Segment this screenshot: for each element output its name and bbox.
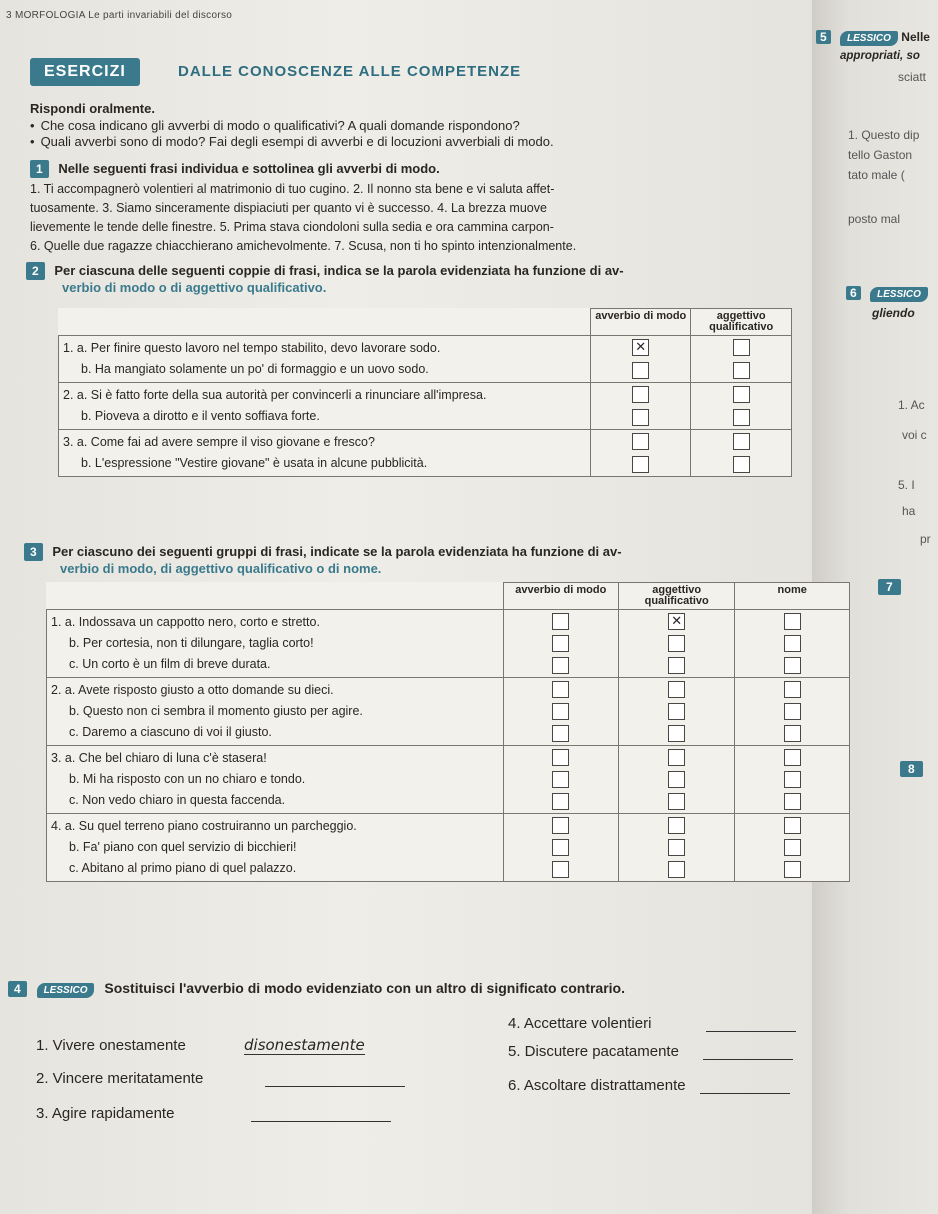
ex3-checkbox-3b-noun[interactable] [784,771,801,788]
ex3-checkbox-3b-adjective[interactable] [668,771,685,788]
ex2-checkbox-1b-adjective[interactable] [733,362,750,379]
ex1-header [30,160,440,178]
ex3-checkbox-4b-adjective[interactable] [668,839,685,856]
ex3-row-4b: b. Fa' piano con quel servizio di bicchieri! [69,840,297,854]
right-ex6-number: 6 [846,286,861,300]
ex2-checkbox-2b-adjective[interactable] [733,409,750,426]
ex2-row-1 [59,336,591,383]
ex2-checkbox-1a-adverb[interactable]: ✕ [632,339,649,356]
oral-bullet-2: • Quali avverbi sono di modo? Fai degli esempi di avverbi e di locuzioni avverbiali di modo. [30,134,554,150]
ex3-checkbox-1a-adjective[interactable]: ✕ [668,613,685,630]
ex2-row-3 [59,430,591,477]
ex3-checkbox-2a-adverb[interactable] [552,681,569,698]
ex3-checkbox-3a-adjective[interactable] [668,749,685,766]
ex2-header [26,262,624,280]
ex3-group-4 [47,814,504,882]
ex3-checkbox-4c-adverb[interactable] [552,861,569,878]
ex3-instruction-2: verbio di modo, di aggettivo qualificativo o di nome. [60,561,382,576]
ex3-instruction: Per ciascuno dei seguenti gruppi di frasi, indicate se la parola evidenziata ha funzione di av- [52,544,622,559]
ex4-item-6-label: 6. Ascoltare distrattamente [508,1077,686,1094]
ex3-checkbox-2c-adjective[interactable] [668,725,685,742]
right-ex8-header [900,760,929,778]
right-line6-3: 5. I [898,478,915,492]
right-ex7-header [878,578,907,596]
ex3-row-3a: 3. a. Che bel chiaro di luna c'è stasera! [51,751,267,765]
ex3-checkbox-1a-noun[interactable] [784,613,801,630]
ex3-checkbox-3c-noun[interactable] [784,793,801,810]
ex4-item-2-label: 2. Vincere meritatamente [36,1070,204,1087]
ex3-checkbox-2b-adjective[interactable] [668,703,685,720]
ex2-row-3b: b. L'espressione "Vestire giovane" è usata in alcune pubblicità. [81,456,428,470]
ex3-row-1a: 1. a. Indossava un cappotto nero, corto e stretto. [51,615,320,629]
ex3-group-2 [47,678,504,746]
ex2-instruction-2: verbio di modo o di aggettivo qualificativo. [62,280,327,295]
ex2-row-2a: 2. a. Si è fatto forte della sua autorità per convincerli a rinunciare all'impresa. [63,388,487,402]
ex3-row-2a: 2. a. Avete risposto giusto a otto domande su dieci. [51,683,334,697]
right-ex5-line: appropriati, so [840,50,920,62]
ex3-group-1 [47,610,504,678]
ex4-instruction: Sostituisci l'avverbio di modo evidenziato con un altro di significato contrario. [104,980,625,996]
ex3-table [46,582,850,882]
ex3-checkbox-1b-adjective[interactable] [668,635,685,652]
right-ex5-header [816,30,930,46]
ex2-row-3a: 3. a. Come fai ad avere sempre il viso giovane e fresco? [63,435,375,449]
right-line6-4: ha [902,504,916,518]
ex2-checkbox-2a-adverb[interactable] [632,386,649,403]
ex3-checkbox-1b-adverb[interactable] [552,635,569,652]
ex4-item-3 [36,1104,391,1122]
right-ex5-lessico: LESSICO [840,31,898,46]
right-line6-5: pr [920,532,931,546]
right-ex6-lessico: LESSICO [870,287,928,302]
ex4-item-4 [508,1014,796,1032]
ex3-checkbox-3c-adverb[interactable] [552,793,569,810]
ex4-item-3-label: 3. Agire rapidamente [36,1105,175,1122]
right-ex6-header [846,286,928,302]
ex4-lessico-tag: LESSICO [37,983,95,998]
right-ex5-word: sciatt [898,70,927,84]
right-line-2: tello Gaston [848,148,913,162]
section-title: DALLE CONOSCENZE ALLE COMPETENZE [178,63,522,80]
ex4-item-1-label: 1. Vivere onestamente [36,1037,186,1054]
ex2-col-adjective: aggettivo qualificativo [691,309,792,336]
ex2-checkbox-1b-adverb[interactable] [632,362,649,379]
ex2-number: 2 [26,262,45,280]
ex3-checkbox-4a-adjective[interactable] [668,817,685,834]
ex2-checkbox-1a-adjective[interactable] [733,339,750,356]
ex3-checkbox-2a-adjective[interactable] [668,681,685,698]
ex3-row-1c: c. Un corto è un film di breve durata. [69,657,271,671]
ex3-row-4c: c. Abitano al primo piano di quel palazzo. [69,861,297,875]
ex3-checkbox-4a-noun[interactable] [784,817,801,834]
ex4-item-1 [36,1036,365,1054]
ex4-item-3-blank[interactable] [251,1104,391,1122]
ex3-checkbox-1c-adverb[interactable] [552,657,569,674]
ex2-checkbox-3b-adverb[interactable] [632,456,649,473]
right-line-3: tato male ( [848,168,905,182]
ex3-row-2c: c. Daremo a ciascuno di voi il giusto. [69,725,272,739]
ex3-checkbox-2c-noun[interactable] [784,725,801,742]
ex3-checkbox-1c-noun[interactable] [784,657,801,674]
ex3-checkbox-4a-adverb[interactable] [552,817,569,834]
right-ex8-number: 8 [900,761,923,777]
ex4-item-6 [508,1076,790,1094]
right-line-1: 1. Questo dip [848,128,920,142]
ex4-item-5-blank[interactable] [703,1042,793,1060]
ex3-col-noun: nome [735,583,850,610]
ex3-row-1b: b. Per cortesia, non ti dilungare, taglia corto! [69,636,314,650]
ex2-instruction: Per ciascuna delle seguenti coppie di frasi, indica se la parola evidenziata ha funzione di av- [54,263,624,278]
ex2-checkbox-2b-adverb[interactable] [632,409,649,426]
ex2-row-2 [59,383,591,430]
ex2-row-1a: 1. a. Per finire questo lavoro nel tempo stabilito, devo lavorare sodo. [63,341,441,355]
ex4-item-5-label: 5. Discutere pacatamente [508,1043,679,1060]
ex3-number: 3 [24,543,43,561]
ex1-line-2: tuosamente. 3. Siamo sinceramente dispiaciuti per quanto vi è successo. 4. La brezza muove [30,201,547,215]
ex4-item-5 [508,1042,793,1060]
ex4-item-6-blank[interactable] [700,1076,790,1094]
ex2-table [58,308,792,477]
ex4-item-2 [36,1069,405,1087]
ex2-checkbox-3a-adjective[interactable] [733,433,750,450]
right-line6-1: 1. Ac [898,398,925,412]
ex4-item-2-blank[interactable] [265,1069,405,1087]
ex2-row-1b: b. Ha mangiato solamente un po' di formaggio e un uovo sodo. [81,362,429,376]
ex3-row-2b: b. Questo non ci sembra il momento giusto per agire. [69,704,363,718]
ex4-item-1-answer[interactable]: disonestamente [244,1036,365,1054]
ex3-col-adverb: avverbio di modo [503,583,618,610]
ex2-col-adverb: avverbio di modo [591,309,691,336]
ex2-checkbox-3b-adjective[interactable] [733,456,750,473]
ex3-row-3b: b. Mi ha risposto con un no chiaro e tondo. [69,772,306,786]
ex3-checkbox-3a-adverb[interactable] [552,749,569,766]
esercizi-badge: ESERCIZI [30,58,140,86]
ex3-checkbox-4c-noun[interactable] [784,861,801,878]
ex3-checkbox-4b-adverb[interactable] [552,839,569,856]
right-line6-2: voi c [902,428,927,442]
ex3-row-4a: 4. a. Su quel terreno piano costruiranno un parcheggio. [51,819,357,833]
oral-title: Rispondi oralmente. [30,101,155,116]
ex3-checkbox-3c-adjective[interactable] [668,793,685,810]
ex2-checkbox-2a-adjective[interactable] [733,386,750,403]
right-ex5-title: Nelle [901,30,930,44]
ex3-checkbox-1a-adverb[interactable] [552,613,569,630]
ex4-item-4-blank[interactable] [706,1014,796,1032]
right-ex7-number: 7 [878,579,901,595]
ex2-checkbox-3a-adverb[interactable] [632,433,649,450]
ex3-checkbox-4c-adjective[interactable] [668,861,685,878]
ex4-number: 4 [8,981,27,997]
ex3-header [24,543,622,561]
ex1-instruction: Nelle seguenti frasi individua e sottolinea gli avverbi di modo. [58,161,440,176]
ex3-checkbox-3a-noun[interactable] [784,749,801,766]
running-head: 3 MORFOLOGIA Le parti invariabili del discorso [6,10,233,21]
ex3-checkbox-4b-noun[interactable] [784,839,801,856]
oral-bullet-1: • Che cosa indicano gli avverbi di modo o qualificativi? A quali domande rispondono? [30,118,520,134]
ex1-line-3: lievemente le tende delle finestre. 5. Prima stava ciondoloni sulla sedia e ora cammina carpon- [30,220,554,234]
ex3-checkbox-2c-adverb[interactable] [552,725,569,742]
ex1-line-1: 1. Ti accompagnerò volentieri al matrimonio di tuo cugino. 2. Il nonno sta bene e vi saluta affet- [30,182,555,196]
ex3-checkbox-3b-adverb[interactable] [552,771,569,788]
ex3-checkbox-1b-noun[interactable] [784,635,801,652]
ex3-group-3 [47,746,504,814]
ex1-line-4: 6. Quelle due ragazze chiacchierano amichevolmente. 7. Scusa, non ti ho spinto intenzionalmente. [30,239,577,253]
ex2-row-2b: b. Pioveva a dirotto e il vento soffiava forte. [81,409,320,423]
right-ex5-number: 5 [816,30,831,44]
ex1-number: 1 [30,160,49,178]
ex3-checkbox-2b-adverb[interactable] [552,703,569,720]
ex3-col-adjective: aggettivo qualificativo [618,583,734,610]
ex3-row-3c: c. Non vedo chiaro in questa faccenda. [69,793,286,807]
ex4-item-4-label: 4. Accettare volentieri [508,1015,652,1032]
ex3-checkbox-2b-noun[interactable] [784,703,801,720]
ex3-checkbox-2a-noun[interactable] [784,681,801,698]
right-ex6-line: gliendo [872,306,915,320]
right-line-4: posto mal [848,212,901,226]
ex3-checkbox-1c-adjective[interactable] [668,657,685,674]
ex4-header [8,980,625,998]
